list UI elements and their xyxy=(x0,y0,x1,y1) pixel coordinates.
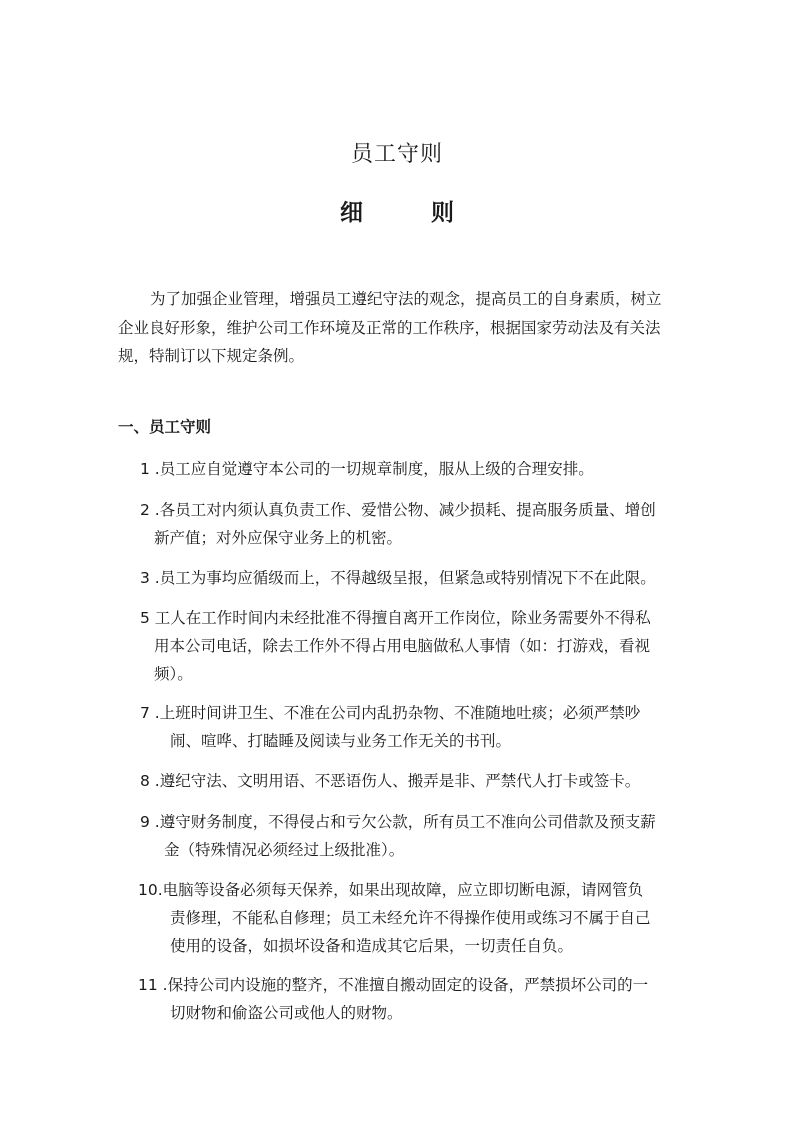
document-subtitle: 细 则 xyxy=(339,200,484,226)
rule-line: 7 .上班时间讲卫生、不准在公司内乱扔杂物、不准随地吐痰；必须严禁吵 xyxy=(140,704,641,722)
rule-item xyxy=(118,971,678,1027)
rule-line: 新产值；对外应保守业务上的机密。 xyxy=(154,529,403,547)
rule-line: 1 .员工应自觉遵守本公司的一切规章制度，服从上级的合理安排。 xyxy=(140,460,594,478)
section-heading: 一、员工守则 xyxy=(118,418,212,436)
rule-item xyxy=(118,699,678,755)
rule-line: 用本公司电话，除去工作外不得占用电脑做私人事情（如：打游戏，看视 xyxy=(154,637,651,655)
rule-line: 3 .员工为事均应循级而上，不得越级呈报，但紧急或特别情况下不在此限。 xyxy=(140,569,656,587)
rule-item xyxy=(118,808,678,864)
rule-item xyxy=(118,876,678,960)
rule-line: 9 .遵守财务制度，不得侵占和亏欠公款，所有员工不准向公司借款及预支薪 xyxy=(140,813,656,831)
rule-item xyxy=(118,767,678,795)
rule-item xyxy=(118,455,678,483)
document-title: 员工守则 xyxy=(350,142,443,167)
rule-line: 责修理，不能私自修理；员工未经允许不得操作使用或练习不属于自己 xyxy=(170,909,651,927)
rule-line: 切财物和偷盗公司或他人的财物。 xyxy=(170,1004,403,1022)
rule-line: 频）。 xyxy=(154,665,193,683)
rule-line: 闹、喧哗、打瞌睡及阅读与业务工作无关的书刊。 xyxy=(170,732,512,750)
rule-line: 8 .遵纪守法、文明用语、不恶语伤人、搬弄是非、严禁代人打卡或签卡。 xyxy=(140,772,641,790)
rule-line: 11 .保持公司内设施的整齐，不准擅自搬动固定的设备，严禁损坏公司的一 xyxy=(138,976,649,994)
rule-line: 10.电脑等设备必须每天保养，如果出现故障，应立即切断电源，请网管负 xyxy=(138,881,644,899)
rule-line: 金（特殊情况必须经过上级批准）。 xyxy=(164,841,405,859)
rule-line: 使用的设备，如损坏设备和造成其它后果，一切责任自负。 xyxy=(170,937,574,955)
intro-paragraph: 为了加强企业管理，增强员工遵纪守法的观念，提高员工的自身素质，树立企业良好形象，维护公司工作环境及正常的工作秩序，根据国家劳动法及有关法规，特制订以下规定条例。 xyxy=(118,290,662,365)
rule-item xyxy=(118,604,678,688)
rule-item xyxy=(118,496,678,552)
rule-line: 5 工人在工作时间内未经批准不得擅自离开工作岗位，除业务需要外不得私 xyxy=(140,609,651,627)
rule-item xyxy=(118,564,678,592)
rule-line: 2 .各员工对内须认真负责工作、爱惜公物、减少损耗、提高服务质量、增创 xyxy=(140,501,656,519)
